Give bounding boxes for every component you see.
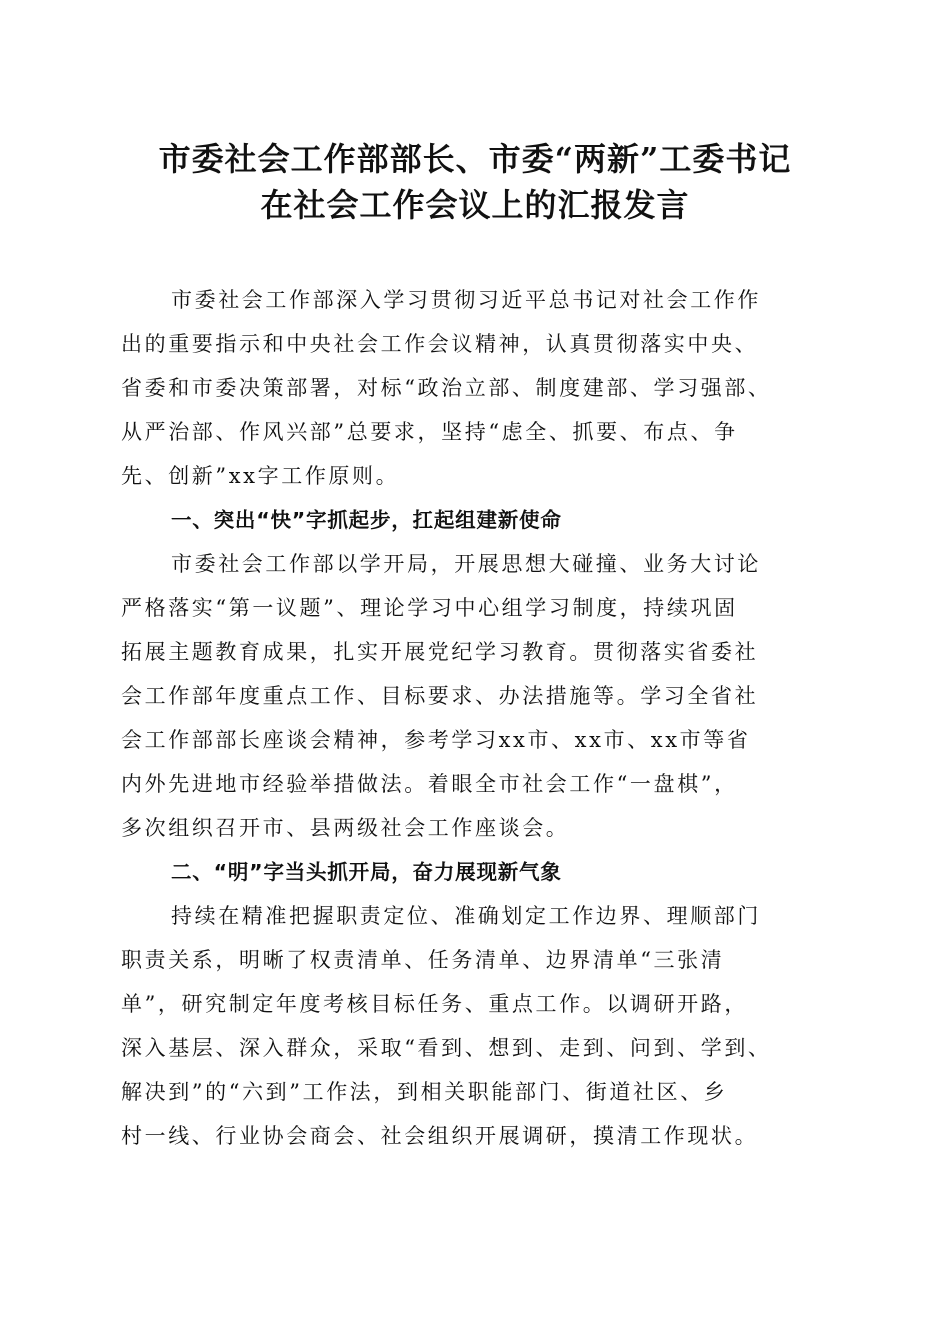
- document-title: [60, 136, 890, 228]
- section-1-paragraph: [121, 542, 831, 850]
- text-line: 省委和市委决策部署，对标“政治立部、制度建部、学习强部、: [121, 376, 772, 400]
- text-line: 市委社会工作部深入学习贯彻习近平总书记对社会工作作: [171, 288, 761, 312]
- text-line: 市委社会工作部以学开局，开展思想大碰撞、业务大讨论: [171, 552, 761, 576]
- text-line: 会工作部部长座谈会精神，参考学习xx市、xx市、xx市等省: [121, 728, 751, 752]
- text-line: 村一线、行业协会商会、社会组织开展调研，摸清工作现状。: [121, 1124, 759, 1148]
- text-line: 严格落实“第一议题”、理论学习中心组学习制度，持续巩固: [121, 596, 738, 620]
- document-body: [121, 278, 831, 1158]
- title-line: 市委社会工作部部长、市委“两新”工委书记: [158, 140, 792, 178]
- section-1-heading: 一、突出“快”字抓起步，扛起组建新使命: [171, 508, 562, 532]
- intro-paragraph: [121, 278, 831, 498]
- text-line: 单”，研究制定年度考核目标任务、重点工作。以调研开路，: [121, 992, 748, 1016]
- text-line: 深入基层、深入群众，采取“看到、想到、走到、问到、学到、: [121, 1036, 772, 1060]
- text-line: 出的重要指示和中央社会工作会议精神，认真贯彻落实中央、: [121, 332, 759, 356]
- text-line: 先、创新”xx字工作原则。: [121, 464, 400, 488]
- text-line: 从严治部、作风兴部”总要求，坚持“虑全、抓要、布点、争: [121, 420, 738, 444]
- section-2-heading: 二、“明”字当头抓开局，奋力展现新气象: [171, 860, 562, 884]
- section-2-paragraph: [121, 894, 831, 1158]
- text-line: 内外先进地市经验举措做法。着眼全市社会工作“一盘棋”，: [121, 772, 738, 796]
- text-line: 会工作部年度重点工作、目标要求、办法措施等。学习全省社: [121, 684, 759, 708]
- text-line: 持续在精准把握职责定位、准确划定工作边界、理顺部门: [171, 904, 761, 928]
- text-line: 拓展主题教育成果，扎实开展党纪学习教育。贯彻落实省委社: [121, 640, 759, 664]
- text-line: 解决到”的“六到”工作法，到相关职能部门、街道社区、乡: [121, 1080, 728, 1104]
- text-line: 多次组织召开市、县两级社会工作座谈会。: [121, 816, 570, 840]
- title-line: 在社会工作会议上的汇报发言: [260, 186, 690, 224]
- text-line: 职责关系，明晰了权责清单、任务清单、边界清单“三张清: [121, 948, 725, 972]
